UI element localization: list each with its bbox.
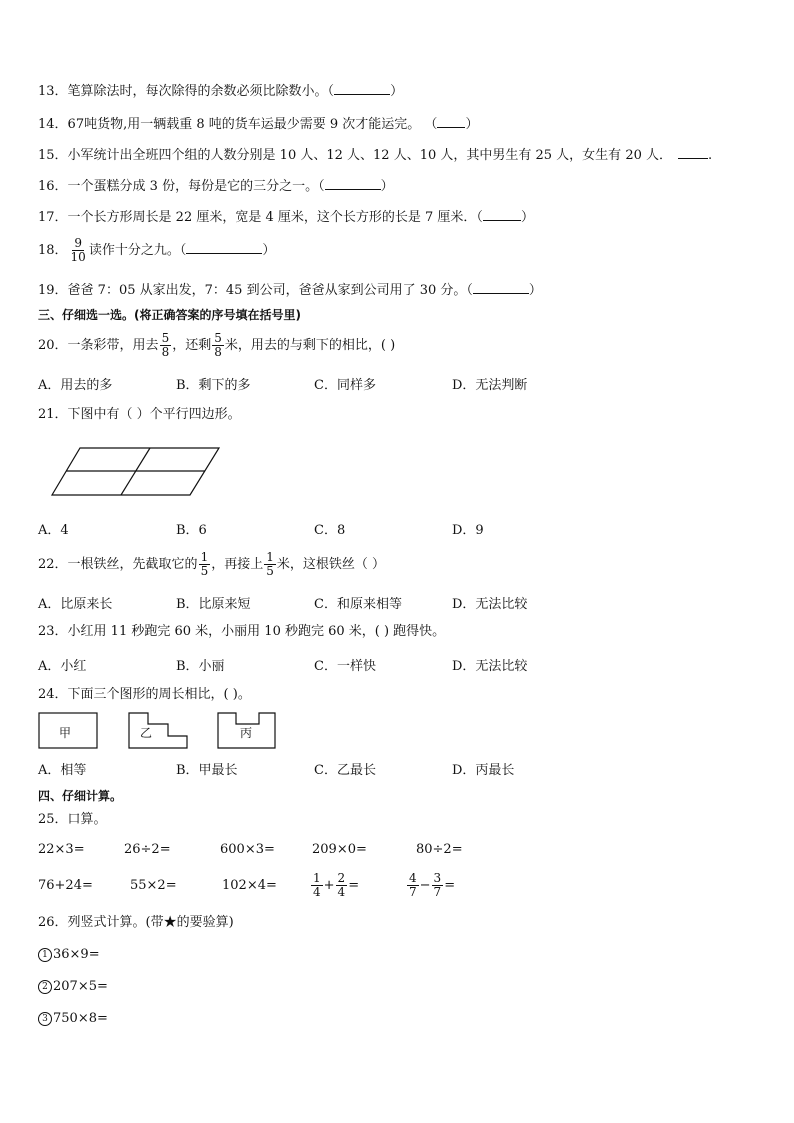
option-d[interactable]: D．无法比较	[452, 659, 528, 674]
circled-number: 1	[38, 948, 52, 962]
fraction	[336, 872, 348, 899]
fraction	[432, 872, 444, 899]
period: .	[708, 148, 713, 163]
answer-blank[interactable]	[483, 208, 521, 221]
circled-number: 3	[38, 1012, 52, 1026]
mental-math-item: 102×4=	[222, 878, 277, 893]
question-text: ，还剩	[172, 338, 212, 353]
numerator: 1	[200, 550, 209, 564]
option-b[interactable]: B．比原来短	[176, 597, 251, 612]
option-b[interactable]: B．甲最长	[176, 763, 238, 778]
circled-number: 2	[38, 980, 52, 994]
section-heading-4: 四、仔细计算。	[38, 789, 123, 803]
shape-yi	[129, 713, 187, 748]
question-15	[38, 146, 712, 165]
question-22	[38, 549, 385, 581]
question-26	[38, 914, 234, 932]
section-heading-3: 三、仔细选一选。(将正确答案的序号填在括号里)	[38, 308, 301, 322]
question-text: 笔算除法时，每次除得的余数必须比除数小。（	[67, 84, 335, 99]
numerator: 5	[161, 331, 170, 345]
question-13	[38, 82, 403, 101]
option-d[interactable]: D．9	[452, 523, 484, 538]
question-number: 24．	[38, 687, 68, 702]
denominator: 10	[70, 250, 86, 264]
shape-label-jia: 甲	[59, 726, 72, 740]
answer-blank[interactable]	[473, 281, 529, 294]
paren: ）	[380, 179, 394, 194]
paren: ）	[528, 283, 542, 298]
denominator: 5	[266, 564, 274, 578]
answer-blank[interactable]	[334, 82, 390, 95]
question-number: 22．	[38, 557, 68, 572]
operator: −	[419, 878, 431, 893]
option-c[interactable]: C．一样快	[314, 659, 376, 674]
question-text: 小军统计出全班四个组的人数分别是 10 人、12 人、12 人、10 人，其中男生有 25 人，女生有 20 人．	[67, 148, 672, 163]
mental-math-item: 80÷2=	[416, 842, 463, 857]
shape-label-bing: 丙	[240, 726, 253, 740]
question-text: 列竖式计算。(带★的要验算)	[67, 915, 234, 930]
answer-blank[interactable]	[678, 146, 708, 159]
question-text: 米，这根铁丝（ ）	[276, 557, 385, 572]
denominator: 7	[409, 885, 417, 899]
question-16	[38, 177, 394, 196]
question-number: 17．	[38, 210, 68, 225]
question-text: 一个蛋糕分成 3 份，每份是它的三分之一。（	[67, 179, 325, 194]
option-d[interactable]: D．无法判断	[452, 378, 528, 393]
mental-math-item: 55×2=	[130, 878, 177, 893]
fraction-expression	[310, 866, 359, 906]
question-24	[38, 686, 251, 704]
question-number: 20．	[38, 338, 68, 353]
question-number: 16．	[38, 179, 68, 194]
denominator: 5	[200, 564, 209, 578]
fraction-expression	[406, 866, 455, 906]
option-c[interactable]: C．和原来相等	[314, 597, 402, 612]
question-text: 爸爸 7：05 从家出发，7：45 到公司，爸爸从家到公司用了 30 分。（	[67, 283, 473, 298]
question-18	[38, 236, 275, 266]
calc-expression: 750×8=	[53, 1011, 108, 1026]
calc-expression: 36×9=	[53, 947, 100, 962]
mental-math-item: 22×3=	[38, 842, 85, 857]
option-a[interactable]: A．用去的多	[38, 378, 113, 393]
equals: =	[348, 878, 360, 893]
vertical-calc-item-3	[38, 1010, 108, 1028]
numerator: 1	[313, 871, 321, 885]
question-19	[38, 281, 542, 300]
numerator: 4	[409, 871, 417, 885]
shape-label-yi: 乙	[140, 726, 153, 740]
numerator: 5	[214, 331, 222, 345]
fraction	[264, 551, 276, 578]
question-number: 15．	[38, 148, 68, 163]
option-c[interactable]: C．8	[314, 523, 346, 538]
question-17	[38, 208, 534, 227]
mental-math-item: 26÷2=	[124, 842, 171, 857]
fraction	[160, 332, 172, 359]
option-c[interactable]: C．同样多	[314, 378, 376, 393]
question-text: 口算。	[67, 812, 107, 827]
denominator: 4	[337, 885, 346, 899]
denominator: 8	[214, 345, 222, 359]
question-number: 23．	[38, 624, 68, 639]
option-b[interactable]: B．6	[176, 523, 207, 538]
question-number: 13．	[38, 84, 68, 99]
option-a[interactable]: A．4	[38, 523, 69, 538]
fraction	[69, 237, 88, 264]
numerator: 2	[337, 871, 346, 885]
numerator: 9	[74, 236, 82, 250]
question-text: 下面三个图形的周长相比，( )。	[67, 687, 251, 702]
question-25	[38, 811, 107, 829]
question-number: 18．	[38, 243, 68, 258]
numerator: 3	[433, 871, 442, 885]
numerator: 1	[266, 550, 274, 564]
question-text: 一个长方形周长是 22 厘米，宽是 4 厘米，这个长方形的长是 7 厘米．（	[67, 210, 483, 225]
option-a[interactable]: A．相等	[38, 763, 87, 778]
question-21	[38, 406, 241, 424]
question-14	[38, 115, 478, 134]
fraction	[311, 872, 323, 899]
mental-math-item: 600×3=	[220, 842, 275, 857]
question-text: 小红用 11 秒跑完 60 米，小丽用 10 秒跑完 60 米，( ) 跑得快。	[67, 624, 446, 639]
question-number: 25．	[38, 812, 68, 827]
vertical-calc-item-1	[38, 946, 100, 964]
question-text: 米，用去的与剩下的相比，( )	[224, 338, 396, 353]
question-text: 一条彩带，用去	[67, 338, 159, 353]
option-d[interactable]: D．无法比较	[452, 597, 528, 612]
mental-math-item: 209×0=	[312, 842, 367, 857]
denominator: 4	[313, 885, 321, 899]
paren: ）	[520, 210, 534, 225]
vertical-calc-item-2	[38, 978, 108, 996]
denominator: 7	[433, 885, 442, 899]
answer-blank[interactable]	[325, 177, 381, 190]
mental-math-item: 76+24=	[38, 878, 93, 893]
option-b[interactable]: B．小丽	[176, 659, 225, 674]
option-a[interactable]: A．小红	[38, 659, 87, 674]
question-number: 19．	[38, 283, 68, 298]
question-text: 读作十分之九。（	[88, 243, 187, 258]
answer-blank[interactable]	[186, 241, 262, 254]
parallelogram-figure	[50, 446, 222, 498]
question-number: 14．	[38, 117, 68, 132]
fraction	[212, 332, 224, 359]
fraction	[199, 551, 211, 578]
question-23	[38, 623, 445, 641]
equals: =	[444, 878, 456, 893]
operator: +	[323, 878, 335, 893]
option-b[interactable]: B．剩下的多	[176, 378, 251, 393]
option-d[interactable]: D．丙最长	[452, 763, 515, 778]
paren: ）	[262, 243, 276, 258]
option-c[interactable]: C．乙最长	[314, 763, 376, 778]
fraction	[407, 872, 419, 899]
question-number: 21．	[38, 407, 68, 422]
option-a[interactable]: A．比原来长	[38, 597, 113, 612]
question-number: 26．	[38, 915, 68, 930]
answer-blank[interactable]	[437, 115, 465, 128]
question-20	[38, 330, 395, 362]
denominator: 8	[161, 345, 170, 359]
question-text: 67吨货物,用一辆载重 8 吨的货车运最少需要 9 次才能运完。 （	[67, 117, 438, 132]
question-text: 下图中有（ ）个平行四边形。	[67, 407, 241, 422]
question-text: 一根铁丝，先截取它的	[67, 557, 198, 572]
paren: ）	[390, 84, 404, 99]
question-text: ，再接上	[211, 557, 264, 572]
paren: ）	[465, 117, 479, 132]
calc-expression: 207×5=	[53, 979, 108, 994]
